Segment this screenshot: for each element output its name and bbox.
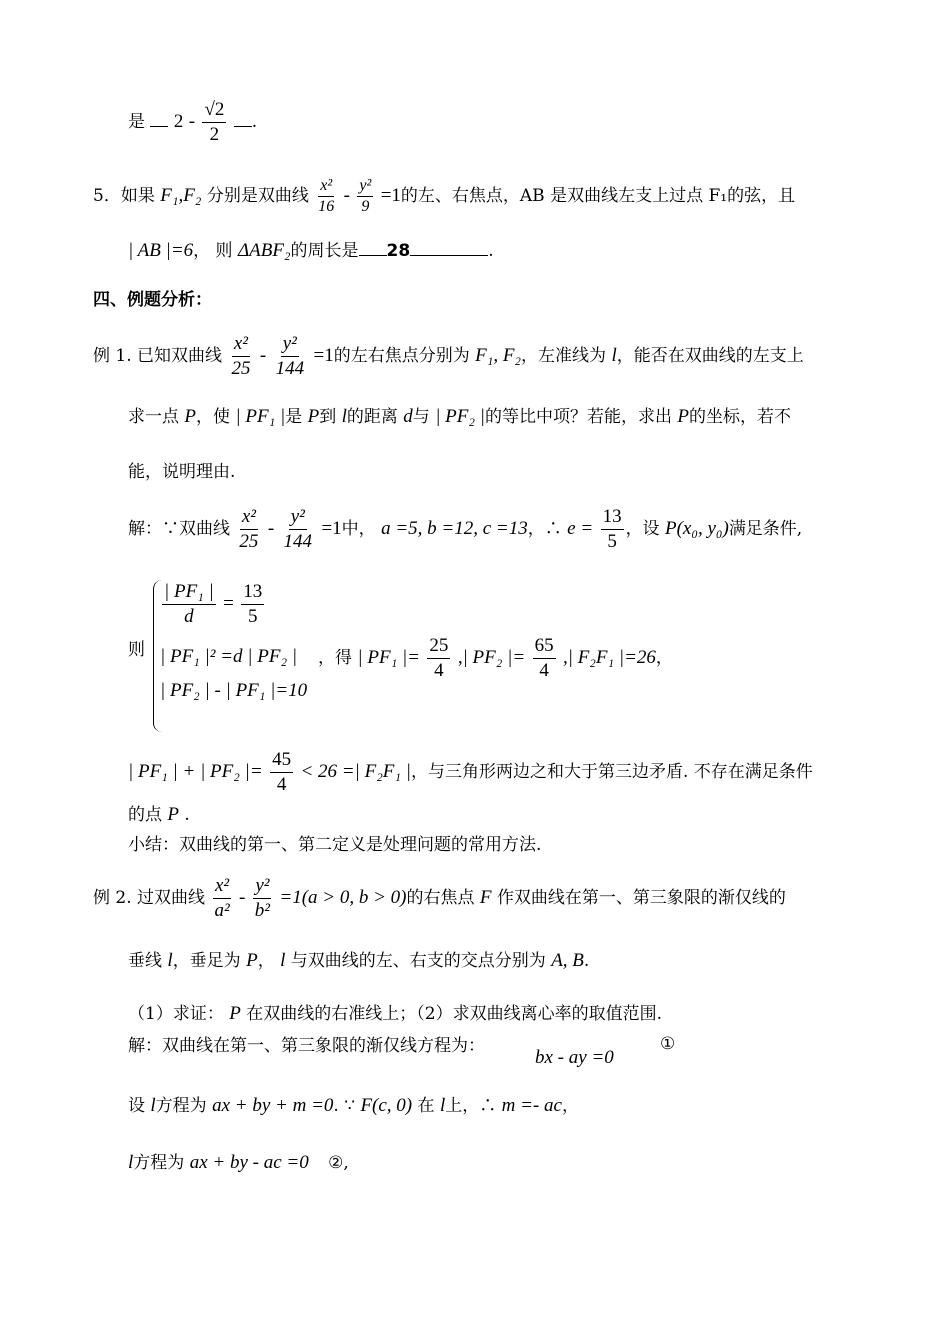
- text: 的左右焦点分别为: [333, 345, 470, 366]
- text: 方程为: [155, 1096, 207, 1116]
- question-5-line2: [128, 240, 494, 263]
- example-2-questions: [128, 1003, 662, 1026]
- denominator: 25: [231, 357, 251, 379]
- math: l: [341, 406, 347, 427]
- text: 在: [417, 1096, 435, 1116]
- denominator: a²: [214, 899, 230, 921]
- text: .: [184, 805, 190, 825]
- text: ，与三角形两边之和大于第三边矛盾. 不存在满足条件: [411, 761, 813, 782]
- math: -: [239, 886, 246, 908]
- question-5-line1: [93, 176, 795, 217]
- denominator: b²: [254, 899, 270, 921]
- fraction: [357, 176, 373, 217]
- text: 的点: [128, 805, 162, 825]
- math: ΔABF₂: [237, 240, 291, 261]
- text: ，∴: [527, 518, 562, 539]
- text: 求一点: [128, 407, 179, 427]
- solution-2-line3: [128, 1152, 349, 1175]
- math: P: [307, 406, 320, 427]
- text: 分别是双曲线: [206, 186, 309, 206]
- blank: [234, 126, 252, 127]
- answer-line: [128, 98, 257, 147]
- math: -: [267, 517, 275, 539]
- fraction: [282, 505, 315, 554]
- text: 满足条件,: [728, 518, 803, 539]
- numerator: 13: [241, 580, 264, 605]
- text: 方程为: [133, 1153, 185, 1173]
- math: P: [677, 406, 689, 427]
- text: 设: [128, 1096, 145, 1116]
- text: 的距离: [346, 407, 398, 427]
- asymptote-equation: bx - ay =0: [535, 1047, 614, 1068]
- denominator: 9: [361, 198, 370, 215]
- math: < 26 =| F₂F₁ |: [300, 760, 411, 782]
- math: P: [184, 406, 197, 427]
- math: m =- ac: [501, 1095, 562, 1116]
- fraction: [270, 748, 293, 797]
- numerator: y²: [281, 332, 299, 357]
- text: 的右焦点: [406, 887, 475, 908]
- solution-1-line1: [128, 505, 802, 554]
- text: 与双曲线的左、右支的交点分别为: [290, 951, 546, 971]
- math: P(x₀, y₀): [664, 517, 729, 539]
- denominator: 16: [318, 198, 335, 215]
- text: .: [488, 241, 494, 261]
- equation-mark-1: ①: [660, 1034, 676, 1054]
- text: 例 1. 已知双曲线: [93, 345, 223, 366]
- math: ,| PF₂ |=: [457, 646, 526, 668]
- numerator: 45: [270, 748, 293, 773]
- answer: 28: [386, 241, 411, 261]
- fraction: [274, 332, 307, 381]
- numerator: √2: [202, 98, 226, 123]
- blank: [410, 255, 488, 256]
- denominator: 4: [539, 659, 549, 681]
- math: l: [167, 950, 173, 971]
- denominator: 4: [276, 773, 287, 795]
- section-heading: 四、例题分析：: [93, 290, 212, 310]
- math: =1: [321, 517, 342, 539]
- equation-mark-2: ②,: [328, 1153, 349, 1173]
- text: 的左、右焦点，AB 是双曲线左支上过点 F₁的弦，且: [400, 186, 796, 206]
- math: F₁,F₂: [160, 185, 202, 206]
- denominator: 144: [283, 530, 313, 552]
- math: | AB |=6: [128, 240, 194, 261]
- text: 与: [412, 407, 430, 427]
- example-2-line1: [93, 874, 786, 923]
- system-eq-2: | PF₁ |² =d | PF₂ |: [160, 646, 298, 667]
- text: .: [251, 111, 258, 132]
- text: 垂线: [128, 951, 162, 971]
- solution-2-line2: [128, 1095, 579, 1118]
- math: F: [479, 886, 492, 908]
- example-2-line2: [128, 950, 589, 973]
- example-1-line3: 能，说明理由.: [128, 462, 236, 482]
- math: -: [259, 344, 267, 366]
- denominator: 25: [239, 530, 259, 552]
- math: | PF₁ |: [235, 406, 286, 427]
- math: ax + by + m =0: [212, 1095, 334, 1116]
- math: =1: [313, 344, 334, 366]
- fraction: [316, 176, 336, 217]
- denominator: 144: [275, 357, 305, 379]
- text: 例 2. 过双曲线: [93, 887, 206, 908]
- fraction: [427, 634, 450, 683]
- system-eq-1: [160, 580, 266, 629]
- math: -: [188, 110, 196, 132]
- text: 的坐标，若不: [688, 407, 791, 427]
- math: l: [150, 1095, 156, 1116]
- text: ，: [257, 951, 275, 971]
- math: 2: [173, 110, 184, 132]
- blank: [150, 126, 168, 127]
- math: | PF₁ | + | PF₂ |=: [128, 760, 263, 782]
- math: F₁, F₂: [475, 344, 522, 366]
- math: l: [280, 950, 286, 971]
- fraction: [533, 634, 556, 683]
- system-result: [318, 634, 673, 683]
- numerator: y²: [253, 874, 271, 899]
- math: P: [167, 804, 180, 825]
- text: ，得: [318, 647, 352, 668]
- math: l: [611, 344, 617, 366]
- text: ，左准线为: [521, 345, 607, 366]
- numerator: y²: [289, 505, 307, 530]
- math: P: [229, 1003, 241, 1024]
- blank: [359, 255, 387, 256]
- text: .: [583, 951, 590, 971]
- example-1-line2: [128, 406, 791, 429]
- math: | PF₂ |: [435, 406, 485, 427]
- text: ，: [655, 647, 673, 668]
- text: 在双曲线的右准线上；（2）求双曲线离心率的取值范围.: [246, 1004, 662, 1024]
- ze-label: 则: [128, 640, 145, 660]
- text: ，能否在双曲线的左支上: [616, 345, 804, 366]
- text: （1）求证：: [128, 1004, 224, 1024]
- text: 上，∴: [445, 1096, 497, 1116]
- math: | PF₁ |=: [357, 646, 420, 668]
- math: F(c, 0): [360, 1095, 413, 1116]
- math: a =5, b =12, c =13: [381, 517, 528, 539]
- math: l: [439, 1095, 446, 1116]
- fraction: [229, 332, 252, 381]
- numerator: | PF₁ |: [162, 580, 216, 605]
- math: ax + by - ac =0: [189, 1152, 309, 1173]
- denominator: 5: [607, 530, 617, 552]
- text: ， 则: [193, 241, 233, 261]
- fraction: [237, 505, 260, 554]
- text: 作双曲线在第一、第三象限的渐仅线的: [496, 887, 786, 908]
- fraction: [253, 874, 272, 923]
- numerator: 13: [601, 505, 624, 530]
- text: 解：双曲线在第一、第三象限的渐仅线方程为：: [128, 1036, 485, 1056]
- denominator: 5: [248, 605, 258, 627]
- numerator: 65: [533, 634, 556, 659]
- fraction: [241, 580, 264, 629]
- math: ,| F₂F₁ |=26: [562, 646, 656, 668]
- text: 解：∵双曲线: [128, 518, 230, 539]
- text: 的等比中项？若能，求出: [484, 407, 672, 427]
- math: =1(a > 0, b > 0): [279, 886, 407, 908]
- solution-1-sum: [128, 748, 813, 797]
- summary: 小结：双曲线的第一、第二定义是处理问题的常用方法.: [128, 835, 542, 855]
- system-eq-3: | PF₂ | - | PF₁ |=10: [160, 680, 308, 701]
- text: 是: [285, 407, 303, 427]
- text: ，设: [625, 518, 660, 539]
- text: ，: [561, 1096, 579, 1116]
- example-1-line1: [93, 332, 804, 381]
- fraction: [162, 580, 216, 629]
- numerator: x²: [232, 332, 250, 357]
- math: =1: [380, 185, 401, 206]
- solution-2-line1: [128, 1036, 485, 1056]
- numerator: x²: [240, 505, 258, 530]
- denominator: 2: [209, 123, 220, 145]
- text: 的周长是: [290, 241, 359, 261]
- math: e =: [567, 517, 594, 539]
- denominator: d: [184, 605, 194, 627]
- solution-1-point: [128, 804, 190, 827]
- math: P: [246, 950, 258, 971]
- fraction: [601, 505, 624, 554]
- text: 5．如果: [93, 186, 155, 206]
- fraction: [212, 874, 231, 923]
- text: . ∵: [333, 1096, 356, 1116]
- numerator: x²: [318, 176, 334, 197]
- numerator: y²: [357, 176, 373, 197]
- text: 是: [128, 111, 145, 132]
- denominator: 4: [434, 659, 444, 681]
- math: l: [128, 1152, 134, 1173]
- math: =: [223, 592, 234, 614]
- math: A, B: [551, 950, 584, 971]
- text: 到: [319, 407, 337, 427]
- numerator: 25: [427, 634, 450, 659]
- text: ，垂足为: [172, 951, 241, 971]
- numerator: x²: [213, 874, 231, 899]
- math: -: [343, 185, 350, 206]
- math: d: [403, 406, 413, 427]
- text: ，使: [196, 407, 231, 427]
- fraction: [202, 98, 226, 147]
- text: 中，: [341, 518, 376, 539]
